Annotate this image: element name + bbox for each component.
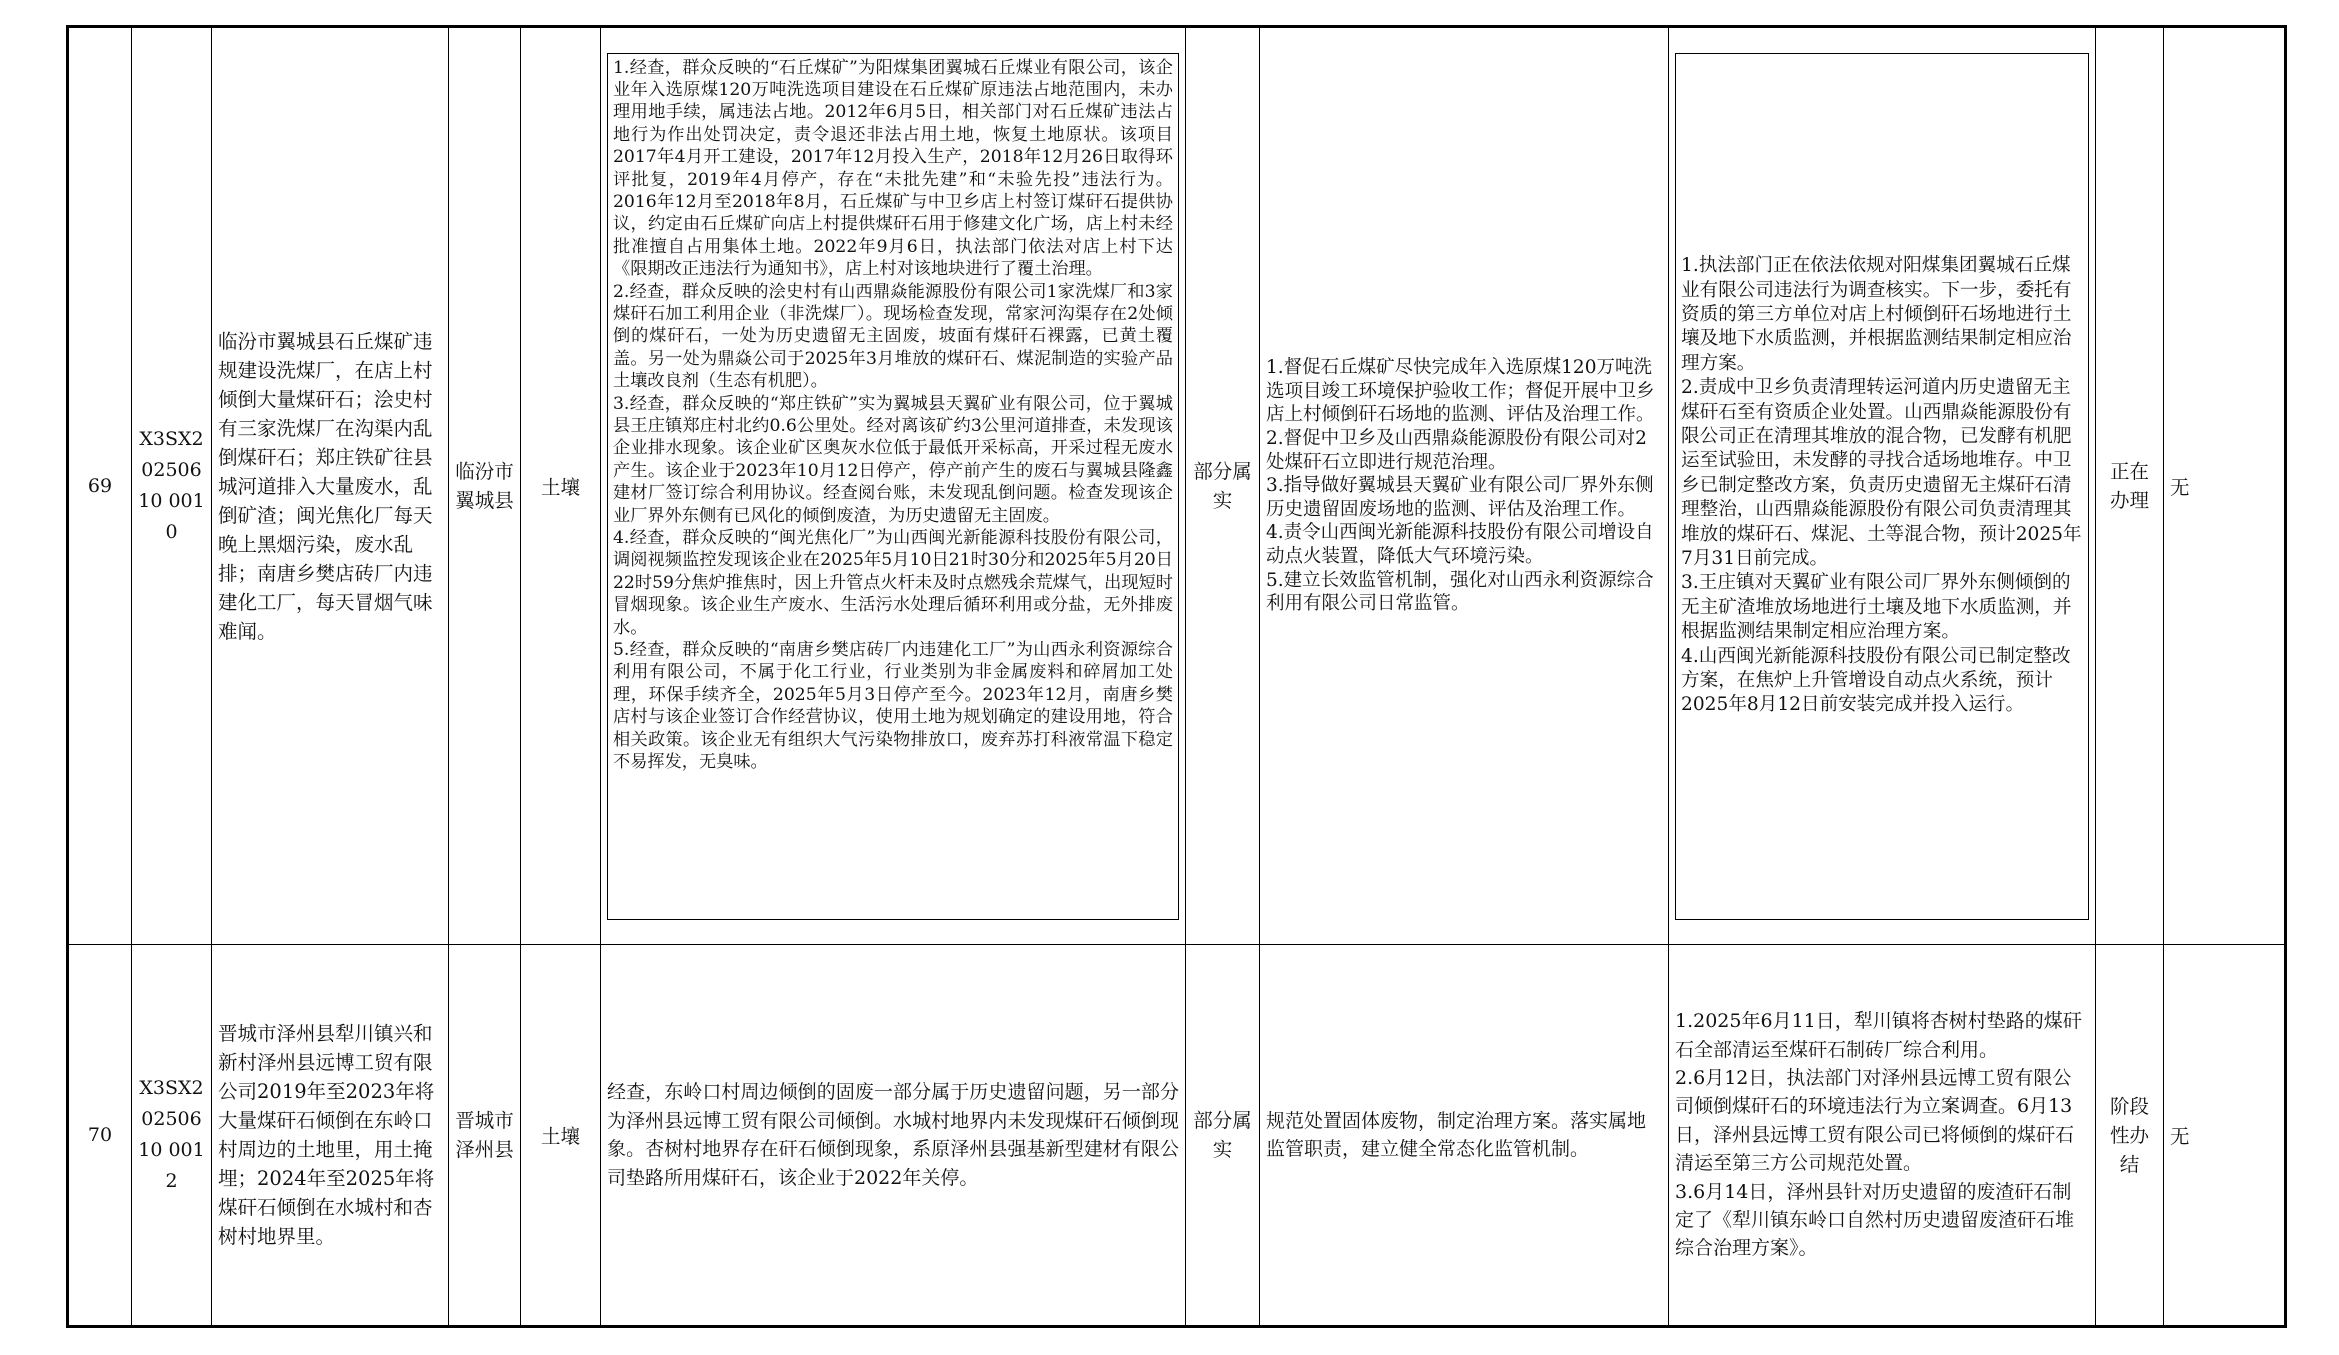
complaint-summary: 晋城市泽州县犁川镇兴和新村泽州县远博工贸有限公司2019年至2023年将大量煤矸石倾倒在东岭口村周边的土地里，用土掩埋；2024年至2025年将煤矸石倾倒在水城村和杏树村地界里。: [212, 945, 449, 1327]
verification-result: 部分属实: [1186, 27, 1260, 945]
accountability: 无: [2164, 945, 2286, 1327]
rectification-requirements: [1260, 27, 1669, 945]
investigation-findings: [607, 1074, 1179, 1196]
requirement-item: 4.责令山西闽光新能源科技股份有限公司增设自动点火装置，降低大气环境污染。: [1266, 522, 1654, 567]
finding-paragraph: 经查，东岭口村周边倾倒的固废一部分属于历史遗留问题，另一部分为泽州县远博工贸有限公司倾倒。水城村地界内未发现煤矸石倾倒现象。杏树村地界存在矸石倾倒现象，系原泽州县强基新型建材有限公司垫路所用煤矸石，该企业于2022年关停。: [607, 1081, 1179, 1189]
finding-paragraph: 2.经查，群众反映的浍史村有山西鼎焱能源股份有限公司1家洗煤厂和3家煤矸石加工利用企业（非洗煤厂）。现场检查发现，常家河沟渠存在2处倾倒的煤矸石，一处为历史遗留无主固废，坡面有煤矸石裸露，已黄土覆盖。另一处为鼎焱公司于2025年3月堆放的煤矸石、煤泥制造的实验产品土壤改良剂（生态有机肥）。: [613, 281, 1173, 392]
investigation-findings-cell: [601, 27, 1186, 945]
administrative-region: 临汾市翼城县: [449, 27, 521, 945]
rectification-measures-cell: [1669, 945, 2096, 1327]
complaint-summary: 临汾市翼城县石丘煤矿违规建设洗煤厂，在店上村倾倒大量煤矸石；浍史村有三家洗煤厂在沟渠内乱倒煤矸石；郑庄铁矿往县城河道排入大量废水，乱倒矿渣；闽光焦化厂每天晚上黑烟污染，废水乱排；南唐乡樊店砖厂内违建化工厂，每天冒烟气味难闻。: [212, 27, 449, 945]
requirement-item: 5.建立长效监管机制，强化对山西永利资源综合利用有限公司日常监管。: [1266, 569, 1654, 615]
case-code: X3SX20250610 0010: [132, 27, 212, 945]
pollution-type: 土壤: [521, 945, 601, 1327]
table-row: [68, 27, 2286, 945]
finding-paragraph: 5.经查，群众反映的“南唐乡樊店砖厂内违建化工厂”为山西永利资源综合利用有限公司，不属于化工行业，行业类别为非金属废料和碎屑加工处理，环保手续齐全，2025年5月3日停产至今。2023年12月，南唐乡樊店村与该企业签订合作经营协议，使用土地为规划确定的建设用地，符合相关政策。该企业无有组织大气污染物排放口，废弃苏打科液常温下稳定不易挥发，无臭味。: [613, 640, 1173, 773]
table-row: [68, 945, 2286, 1327]
accountability: 无: [2164, 27, 2286, 945]
row-number: 70: [68, 945, 132, 1327]
rectification-table: [66, 25, 2287, 1328]
measure-item: 1.2025年6月11日，犁川镇将杏树村垫路的煤矸石全部清运至煤矸石制砖厂综合利用。: [1675, 1010, 2082, 1061]
measure-item: 3.6月14日，泽州县针对历史遗留的废渣矸石制定了《犁川镇东岭口自然村历史遗留废渣矸石堆综合治理方案》。: [1675, 1180, 2075, 1260]
rectification-measures-cell: [1669, 27, 2096, 945]
progress-status: 正在办理: [2096, 27, 2164, 945]
case-code: X3SX20250610 0012: [132, 945, 212, 1327]
finding-paragraph: 3.经查，群众反映的“郑庄铁矿”实为翼城县天翼矿业有限公司，位于翼城县王庄镇郑庄村北约0.6公里处。经对离该矿约3公里河道排查，未发现该企业排水现象。该企业矿区奥灰水位低于最低开采标高，开采过程无废水产生。该企业于2023年10月12日停产，停产前产生的废石与翼城县隆鑫建材厂签订综合利用协议。经查阅台账，未发现乱倒问题。检查发现该企业厂界外东侧有已风化的倾倒废渣，为历史遗留无主固废。: [613, 393, 1173, 526]
rectification-measures: [1675, 53, 2089, 920]
finding-paragraph: 4.经查，群众反映的“闽光焦化厂”为山西闽光新能源科技股份有限公司，调阅视频监控发现该企业在2025年5月10日21时30分和2025年5月20日22时59分焦炉推焦时，因上升管点火杆未及时点燃残余荒煤气，出现短时冒烟现象。该企业生产废水、生活污水处理后循环利用或分盐，无外排废水。: [613, 528, 1173, 638]
measure-item: 4.山西闽光新能源科技股份有限公司已制定整改方案，在焦炉上升管增设自动点火系统，预计2025年8月12日前安装完成并投入运行。: [1681, 645, 2071, 716]
measure-item: 1.执法部门正在依法依规对阳煤集团翼城石丘煤业有限公司违法行为调查核实。下一步，委托有资质的第三方单位对店上村倾倒矸石场地进行土壤及地下水质监测，并根据监测结果制定相应治理方案。: [1681, 255, 2072, 374]
measure-item: 2.责成中卫乡负责清理转运河道内历史遗留无主煤矸石至有资质企业处置。山西鼎焱能源股份有限公司正在清理其堆放的混合物，已发酵有机肥运至试验田，未发酵的寻找合适场地堆存。中卫乡已制定整改方案，负责历史遗留无主煤矸石清理整治，山西鼎焱能源股份有限公司负责清理其堆放的煤矸石、煤泥、土等混合物，预计2025年7月31日前完成。: [1681, 377, 2082, 570]
requirement-item: 2.督促中卫乡及山西鼎焱能源股份有限公司对2处煤矸石立即进行规范治理。: [1266, 428, 1647, 473]
row-number: 69: [68, 27, 132, 945]
finding-paragraph: 1.经查，群众反映的“石丘煤矿”为阳煤集团翼城石丘煤业有限公司，该企业年入选原煤120万吨洗选项目建设在石丘煤矿原违法占地范围内，未办理用地手续，属违法占地。2012年6月5日，相关部门对石丘煤矿违法占地行为作出处罚决定，责令退还非法占用土地，恢复土地原状。该项目2017年4月开工建设，2017年12月投入生产，2018年12月26日取得环评批复，2019年4月停产，存在“未批先建”和“未验先投”违法行为。2016年12月至2018年8月，石丘煤矿与中卫乡店上村签订煤矸石提供协议，约定由石丘煤矿向店上村提供煤矸石用于修建文化广场，店上村未经批准擅自占用集体土地。2022年9月6日，执法部门依法对店上村下达《限期改正违法行为通知书》，店上村对该地块进行了覆土治理。: [613, 57, 1173, 280]
requirement-item: 1.督促石丘煤矿尽快完成年入选原煤120万吨洗选项目竣工环境保护验收工作；督促开展中卫乡店上村倾倒矸石场地的监测、评估及治理工作。: [1266, 357, 1655, 426]
progress-status: 阶段性办结: [2096, 945, 2164, 1327]
rectification-measures: [1675, 1005, 2089, 1265]
requirement-item: 规范处置固体废物，制定治理方案。落实属地监管职责，建立健全常态化监管机制。: [1266, 1109, 1647, 1160]
administrative-region: 晋城市泽州县: [449, 945, 521, 1327]
rectification-requirements: [1260, 945, 1669, 1327]
measure-item: 2.6月12日，执法部门对泽州县远博工贸有限公司倾倒煤矸石的环境违法行为立案调查。6月13日，泽州县远博工贸有限公司已将倾倒的煤矸石清运至第三方公司规范处置。: [1675, 1066, 2075, 1175]
investigation-findings: [607, 53, 1179, 920]
requirement-item: 3.指导做好翼城县天翼矿业有限公司厂界外东侧历史遗留固废场地的监测、评估及治理工作。: [1266, 475, 1654, 520]
pollution-type: 土壤: [521, 27, 601, 945]
verification-result: 部分属实: [1186, 945, 1260, 1327]
measure-item: 3.王庄镇对天翼矿业有限公司厂界外东侧倾倒的无主矿渣堆放场地进行土壤及地下水质监测，并根据监测结果制定相应治理方案。: [1681, 572, 2072, 643]
investigation-findings-cell: [601, 945, 1186, 1327]
